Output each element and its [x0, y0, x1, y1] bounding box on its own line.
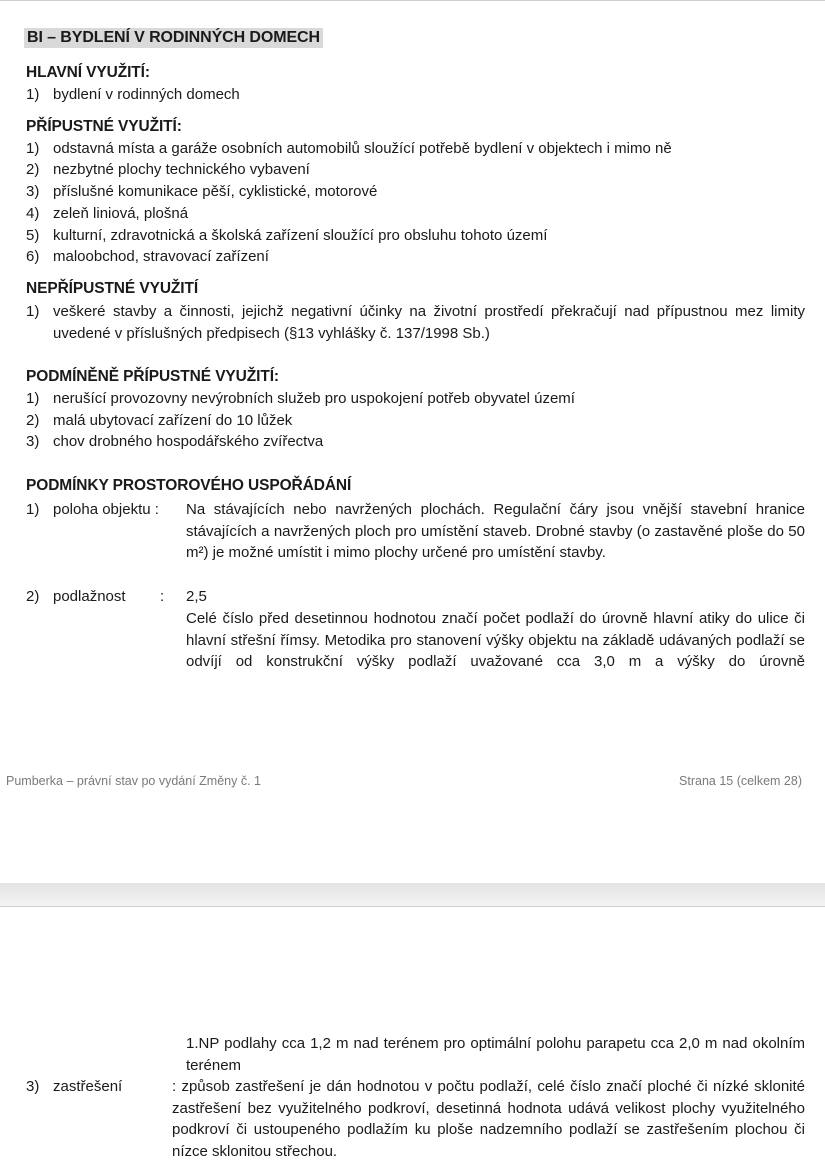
item-number: 3)	[26, 183, 40, 200]
item-number: 1)	[26, 390, 40, 407]
spatial-item-2-colon: :	[160, 588, 165, 605]
main-use-heading: HLAVNÍ VYUŽITÍ:	[26, 64, 150, 81]
spatial-item-1-text: Na stávajících nebo navržených plochách. Regulační čáry jsou vnější stavební hranice stávajících a navržených ploch pro umístění staveb. Drobné stavby (o zastavěné ploše do 50 m²) je možné umístit i mimo plochy určené pro umístění stavby.	[186, 501, 805, 561]
permitted-item-5	[26, 227, 547, 244]
item-number: 3)	[26, 433, 40, 450]
spatial-item-1-number: 1)	[26, 501, 40, 518]
spatial-item-2-number: 2)	[26, 588, 40, 605]
spatial-item-1-label: poloha objektu :	[53, 501, 159, 518]
item-number: 6)	[26, 248, 40, 265]
item-text: bydlení v rodinných domech	[53, 86, 240, 103]
page-separator	[0, 883, 825, 906]
prohibited-use-heading: NEPŘÍPUSTNÉ VYUŽITÍ	[26, 280, 199, 297]
permitted-item-4	[26, 205, 188, 222]
item-number: 2)	[26, 161, 40, 178]
conditional-item-2	[26, 412, 292, 429]
item-text: chov drobného hospodářského zvířectva	[53, 433, 324, 450]
spatial-item-3-number: 3)	[26, 1078, 40, 1095]
item-text: kulturní, zdravotnická a školská zařízení sloužící pro obsluhu tohoto území	[53, 227, 548, 244]
document-page-16	[0, 906, 825, 1172]
conditional-item-1	[26, 390, 575, 407]
spatial-conditions-heading: PODMÍNKY PROSTOROVÉHO USPOŘÁDÁNÍ	[26, 477, 352, 494]
item-text: odstavná místa a garáže osobních automobilů sloužící potřebě bydlení v objektech i mimo ně	[53, 140, 672, 157]
item-number: 4)	[26, 205, 40, 222]
item-number: 1)	[26, 86, 40, 103]
item-number: 5)	[26, 227, 40, 244]
spatial-item-2-value: 2,5	[186, 588, 207, 605]
item-text: nerušící provozovny nevýrobních služeb pro uspokojení potřeb obyvatel území	[53, 390, 575, 407]
spatial-item-2-text: Celé číslo před desetinnou hodnotou značí počet podlaží do úrovně hlavní atiky do ulice či hlavní střešní římsy. Metodika pro stanovení výšky objektu na základě udávaných podlaží se odvíjí od konstrukční výšky podlaží uvažované cca 3,0 m a výšky do úrovně	[186, 610, 805, 670]
item-text: malá ubytovací zařízení do 10 lůžek	[53, 412, 293, 429]
continuation-text: 1.NP podlahy cca 1,2 m nad terénem pro optimální polohu parapetu cca 2,0 m nad okolním terénem	[186, 1035, 805, 1074]
conditional-use-heading: PODMÍNĚNĚ PŘÍPUSTNÉ VYUŽITÍ:	[26, 368, 279, 385]
prohibited-item-text: veškeré stavby a činnosti, jejichž negativní účinky na životní prostředí překračují nad přípustnou mez limity uvedené v příslušných předpisech (§13 vyhlášky č. 137/1998 Sb.)	[53, 303, 805, 342]
permitted-item-1	[26, 140, 672, 157]
spatial-item-2-label: podlažnost	[53, 588, 126, 605]
permitted-use-heading: PŘÍPUSTNÉ VYUŽITÍ:	[26, 118, 182, 135]
item-text: zeleň liniová, plošná	[53, 205, 189, 222]
footer-page-number: Strana 15 (celkem 28)	[679, 774, 802, 788]
permitted-item-2	[26, 161, 310, 178]
main-use-item-1	[26, 86, 240, 103]
item-number: 1)	[26, 140, 40, 157]
spatial-item-3-label: zastřešení	[53, 1078, 123, 1095]
permitted-item-6	[26, 248, 269, 265]
conditional-item-3	[26, 433, 323, 450]
item-text: nezbytné plochy technického vybavení	[53, 161, 310, 178]
spatial-item-3-text: : způsob zastřešení je dán hodnotou v počtu podlaží, celé číslo značí ploché či nízké sklonité zastřešení bez využitelného podkroví, desetinná hodnota udává velikost plochy využitelného podkroví či ustoupeného podlažím ku ploše nadzemního podlaží se zastřešením plochou či nízce sklonitou střechou.	[172, 1078, 805, 1160]
prohibited-item-number: 1)	[26, 303, 40, 320]
footer-document-title: Pumberka – právní stav po vydání Změny č. 1	[6, 774, 261, 788]
item-text: maloobchod, stravovací zařízení	[53, 248, 269, 265]
item-number: 2)	[26, 412, 40, 429]
permitted-item-3	[26, 183, 377, 200]
zone-title: BI – BYDLENÍ V RODINNÝCH DOMECH	[24, 28, 323, 48]
item-text: příslušné komunikace pěší, cyklistické, motorové	[53, 183, 378, 200]
